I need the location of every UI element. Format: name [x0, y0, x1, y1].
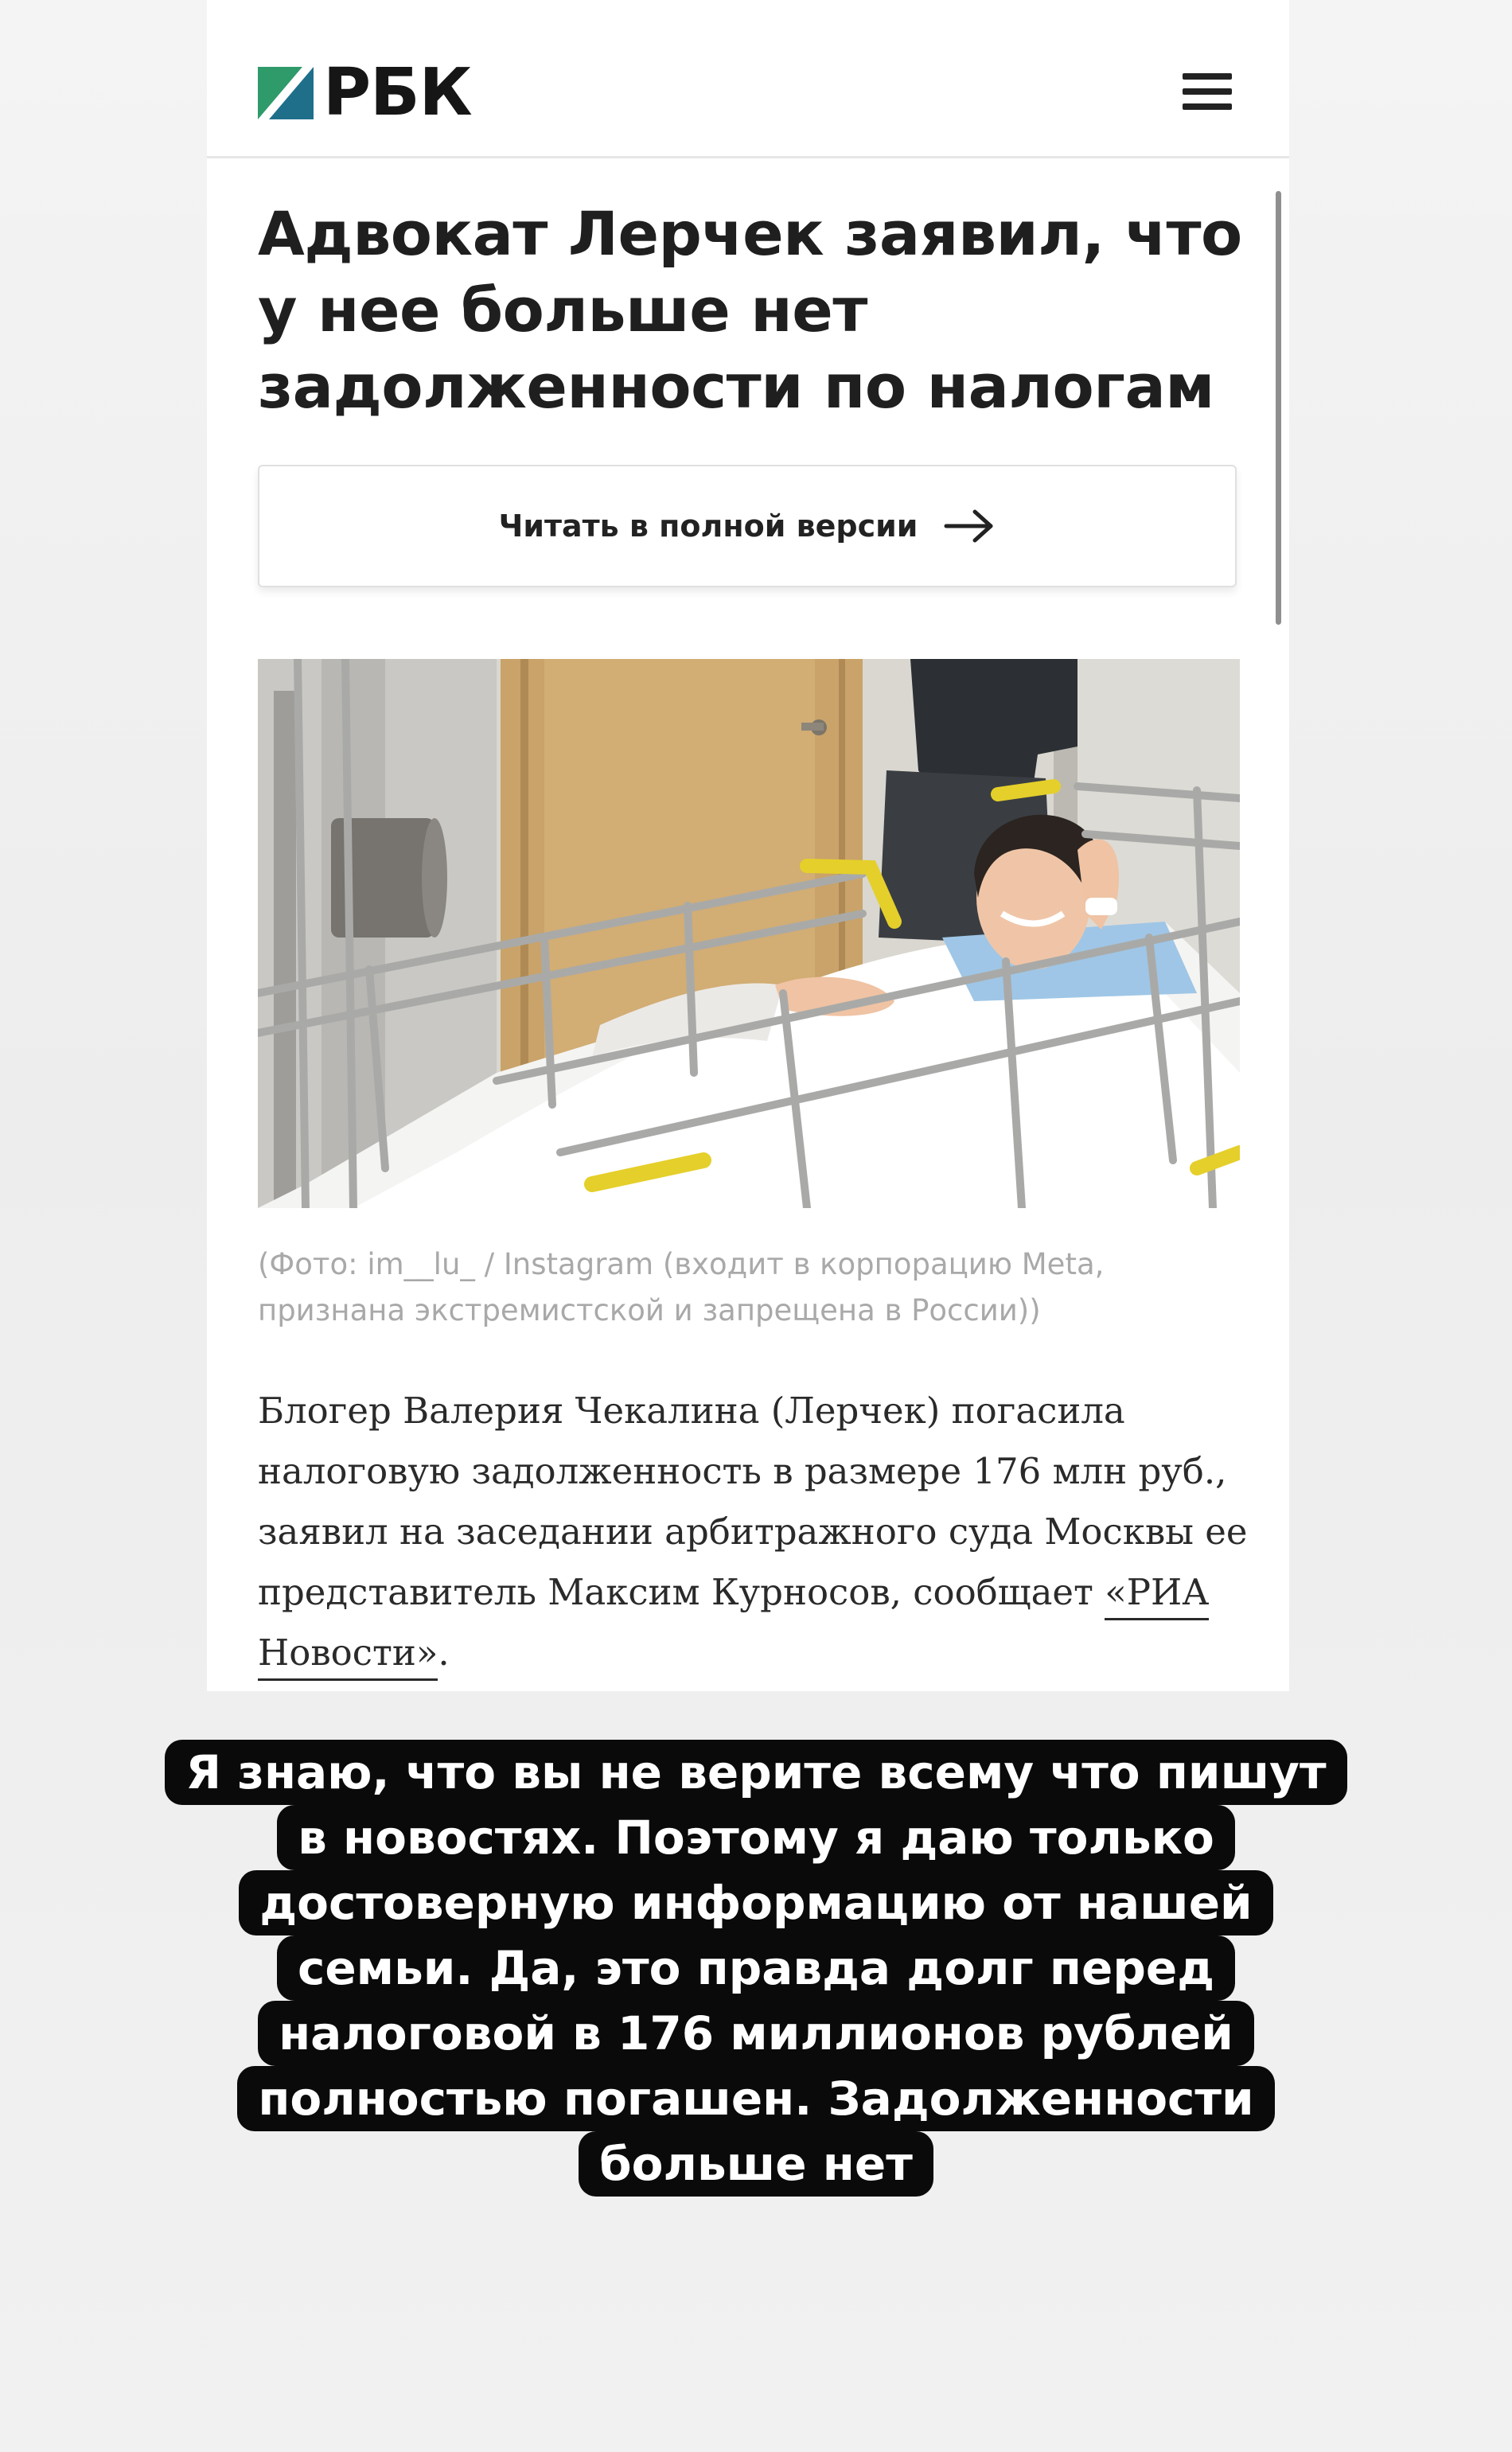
story-text-line: в новостях. Поэтому я даю только	[277, 1805, 1235, 1870]
site-header	[207, 0, 1289, 158]
story-text-line: семьи. Да, это правда долг перед	[277, 1935, 1235, 2001]
read-full-version-button[interactable]	[258, 465, 1237, 587]
article-lead-paragraph	[258, 1381, 1253, 1683]
hamburger-menu-icon[interactable]	[1183, 70, 1232, 113]
rbc-logo[interactable]	[258, 55, 472, 131]
story-text-line: Я знаю, что вы не верите всему что пишут	[165, 1740, 1346, 1805]
read-full-version-label: Читать в полной версии	[498, 509, 918, 544]
story-text-line: больше нет	[579, 2131, 933, 2197]
lead-text-end: .	[438, 1631, 450, 1674]
story-text-line: достоверную информацию от нашей	[239, 1870, 1272, 1935]
photo-caption: (Фото: im__lu_ / Instagram (входит в корпорацию Meta, признана экстремистской и запрещена в России))	[258, 1247, 1105, 1327]
article-headline: Адвокат Лерчек заявил, что у нее больше нет задолженности по налогам	[258, 198, 1242, 422]
rbc-logo-mark-icon	[258, 67, 314, 119]
article-card	[207, 0, 1289, 1691]
logo-text: РБК	[323, 55, 472, 131]
article-photo[interactable]	[258, 659, 1240, 1208]
page-scrollbar[interactable]	[1276, 191, 1281, 625]
story-text-overlay	[119, 1740, 1393, 2197]
ria-novosti-link[interactable]: «РИА Новости»	[258, 1571, 1209, 1681]
arrow-right-icon	[943, 509, 996, 544]
story-text-line: полностью погашен. Задолженности	[237, 2066, 1274, 2131]
lead-text: Блогер Валерия Чекалина (Лерчек) погасила налоговую задолженность в размере 176 млн руб., заявил на заседании арбитражного суда Москвы ее представитель Максим Курносов, сообщает	[258, 1390, 1248, 1613]
story-text-line: налоговой в 176 миллионов рублей	[258, 2001, 1254, 2066]
